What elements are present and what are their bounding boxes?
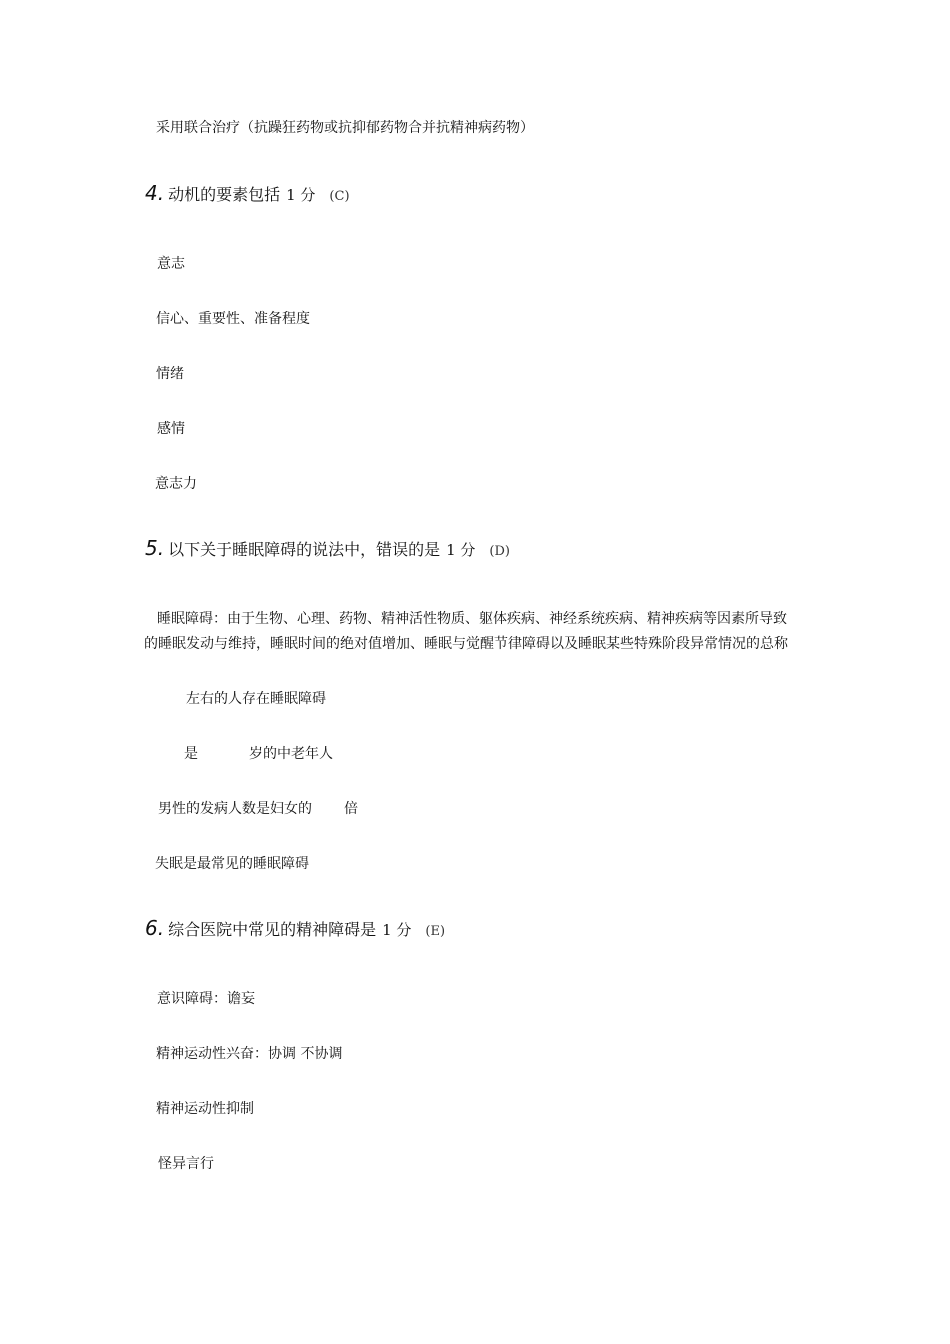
question-6-option-4: 怪异言行 [158,1156,214,1172]
question-score: 1 分 [286,186,316,204]
question-5-option-1: 左右的人存在睡眠障碍 [186,691,326,707]
question-6-option-3: 精神运动性抑制 [156,1101,254,1117]
question-5-heading [145,537,510,563]
question-score: 1 分 [446,541,476,559]
question-number: 4. [145,181,165,205]
question-4-option-2: 信心、重要性、准备程度 [156,311,310,327]
question-number: 5. [145,536,165,560]
question-5-option-2-part-b: 岁的中老年人 [249,746,333,762]
question-5-description-line-1: 睡眠障碍：由于生物、心理、药物、精神活性物质、躯体疾病、神经系统疾病、精神疾病等因素所导致 [157,611,787,627]
question-4-heading [145,182,350,208]
question-number: 6. [145,916,165,940]
question-5-option-2-part-a: 是 [184,746,198,762]
question-4-option-3: 情绪 [156,366,184,382]
intro-line: 采用联合治疗（抗躁狂药物或抗抑郁药物合并抗精神病药物） [156,120,534,136]
question-5-option-3-part-b: 倍 [344,801,358,817]
question-text: 动机的要素包括 [168,185,281,204]
question-5-description-line-2: 的睡眠发动与维持，睡眠时间的绝对值增加、睡眠与觉醒节律障碍以及睡眠某些特殊阶段异常情况的总称 [144,636,788,652]
question-answer: (D) [489,544,510,559]
question-4-option-5: 意志力 [155,476,197,492]
question-answer: (E) [425,924,446,939]
question-6-option-2: 精神运动性兴奋：协调 不协调 [156,1046,343,1062]
question-4-option-4: 感情 [157,421,185,437]
question-text: 综合医院中常见的精神障碍是 [168,920,377,939]
question-5-option-4: 失眠是最常见的睡眠障碍 [155,856,309,872]
question-6-heading [145,917,445,943]
question-score: 1 分 [382,921,412,939]
question-5-option-3-part-a: 男性的发病人数是妇女的 [158,801,312,817]
question-text: 以下关于睡眠障碍的说法中，错误的是 [168,540,441,559]
question-4-option-1: 意志 [157,256,185,272]
question-answer: (C) [329,189,350,204]
question-6-option-1: 意识障碍：谵妄 [157,991,255,1007]
